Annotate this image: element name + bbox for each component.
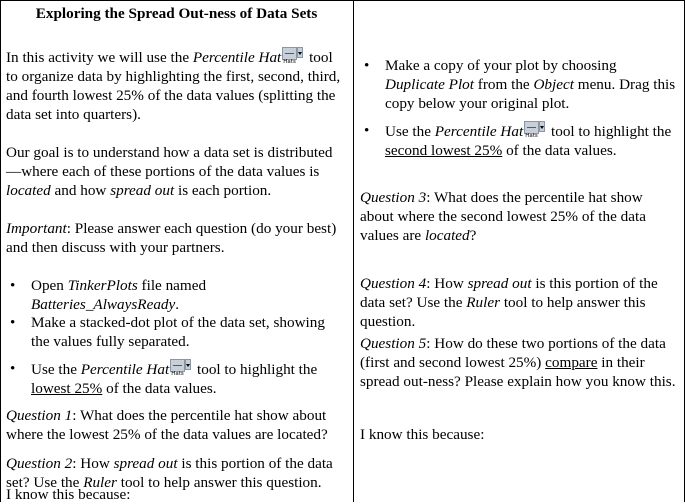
bullet-percentile-hat: • Use the Percentile Hat Hats tool to highlight the lowest 25% of the data values. (10, 360, 318, 397)
page-title: Exploring the Spread Out-ness of Data Sets (35, 5, 318, 22)
right-column (354, 0, 685, 502)
bullet-open-file: • Open TinkerPlots file named Batteries_AlwaysReady. (10, 277, 207, 313)
question-2: Question 2: How spread out is this portion of the data set? Use the Ruler tool to help answer this question. (6, 455, 333, 491)
question-4: Question 4: How spread out is this portion of the data set? Use the Ruler tool to help answer this question. (360, 275, 658, 330)
answer-prompt-right: I know this because: (360, 426, 485, 443)
question-5: Question 5: How do these two portions of the data (first and second lowest 25%) compare in their spread out-ness? Please explain how you know this. (360, 335, 676, 390)
bullet-stacked-dot-plot: • Make a stacked-dot plot of the data set, showing the values fully separated. (10, 314, 325, 350)
question-1: Question 1: What does the percentile hat show about where the lowest 25% of the data values are located? (6, 407, 328, 443)
intro-paragraph: In this activity we will use the Percentile Hat Hats tool to organize data by highlighting the first, second, third, and fourth lowest 25% of the data values (splitting the data set into quarters). (6, 49, 341, 123)
important-paragraph: Important: Please answer each question (do your best) and then discuss with your partners. (6, 220, 337, 256)
bullet-second-hat: • Use the Percentile Hat Hats tool to highlight the second lowest 25% of the data values. (364, 122, 672, 159)
percentile-hat-icon: Hats (170, 359, 192, 379)
goal-paragraph: Our goal is to understand how a data set is distributed—where each of these portions of the data values is located and how spread out is each portion. (6, 144, 333, 199)
question-3: Question 3: What does the percentile hat show about where the second lowest 25% of the data values are located? (360, 189, 646, 244)
percentile-hat-icon: Hats (524, 121, 546, 141)
bullet-duplicate-plot: • Make a copy of your plot by choosing Duplicate Plot from the Object menu. Drag this copy below your original plot. (364, 57, 676, 112)
percentile-hat-icon: Hats (282, 47, 304, 67)
answer-prompt-left: I know this because: (6, 486, 131, 503)
